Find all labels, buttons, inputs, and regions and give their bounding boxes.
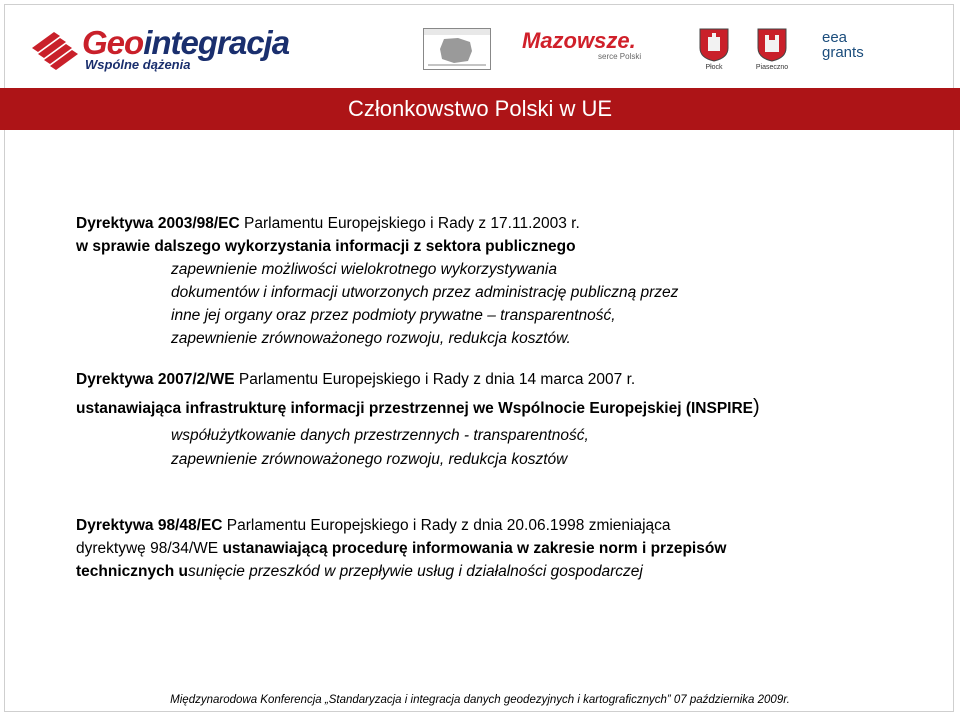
directive2-line-2: zapewnienie zrównoważonego rozwoju, redukcja kosztów xyxy=(171,451,568,468)
eea-line1: eea xyxy=(822,29,848,46)
directive3-line-2: dyrektywę 98/34/WE ustanawiającą procedurę informowania w zakresie norm i przepisów xyxy=(76,540,727,557)
directive1-line-3: inne jej organy oraz przez podmioty prywatne – transparentność, xyxy=(171,307,616,324)
eea-grants-logo xyxy=(822,30,882,70)
directive3-issuer: Parlamentu Europejskiego i Rady z dnia 20.06.1998 zmieniająca xyxy=(226,517,671,534)
directive2-number: Dyrektywa 2007/2/WE xyxy=(76,371,235,388)
directive2-subject: ustanawiająca infrastrukturę informacji przestrzennej we Wspólnocie Europejskiej (INSPIRE) xyxy=(76,396,760,418)
piaseczno-crest-icon xyxy=(757,28,787,62)
slide-title: Członkowstwo Polski w UE xyxy=(0,88,960,130)
geointegracja-tagline: Wspólne dążenia xyxy=(85,57,191,72)
directive1-line-1: zapewnienie możliwości wielokrotnego wykorzystywania xyxy=(171,261,557,278)
directive1-number: Dyrektywa 2003/98/EC xyxy=(76,215,240,232)
plock-caption: Płock xyxy=(705,64,723,71)
directive2-issuer: Parlamentu Europejskiego i Rady z dnia 14 marca 2007 r. xyxy=(238,371,636,388)
directive1-issuer: Parlamentu Europejskiego i Rady z 17.11.2003 r. xyxy=(244,215,580,232)
directive2-heading xyxy=(76,368,635,391)
gugik-logo xyxy=(423,28,491,70)
mazowsze-logo: Mazowsze. xyxy=(522,28,636,53)
geointegracja-emblem-icon xyxy=(30,26,80,70)
geointegracja-wordmark: Geointegracja xyxy=(82,24,290,61)
conference-footer: Międzynarodowa Konferencja „Standaryzacja i integracja danych geodezyjnych i kartograficznych” 07 października 2009r. xyxy=(170,694,790,706)
plock-crest-icon xyxy=(699,28,729,62)
directive1-line-2: dokumentów i informacji utworzonych przez administrację publiczną przez xyxy=(171,284,679,301)
eea-line2: grants xyxy=(822,44,864,61)
directive3-number: Dyrektywa 98/48/EC xyxy=(76,517,223,534)
directive1-heading xyxy=(76,212,580,235)
directive3-line-3: technicznych usunięcie przeszkód w przepływie usług i działalności gospodarczej xyxy=(76,563,643,580)
geointegracja-logo xyxy=(30,24,300,72)
directive3-heading xyxy=(76,514,671,537)
mazowsze-tagline: serce Polski xyxy=(598,52,642,61)
directive1-subject: w sprawie dalszego wykorzystania informacji z sektora publicznego xyxy=(76,238,576,255)
piaseczno-caption: Piaseczno xyxy=(755,64,789,71)
poland-map-icon xyxy=(424,29,490,69)
directive1-line-4: zapewnienie zrównoważonego rozwoju, redukcja kosztów. xyxy=(171,330,571,347)
directive2-line-1: współużytkowanie danych przestrzennych - transparentność, xyxy=(171,427,589,444)
